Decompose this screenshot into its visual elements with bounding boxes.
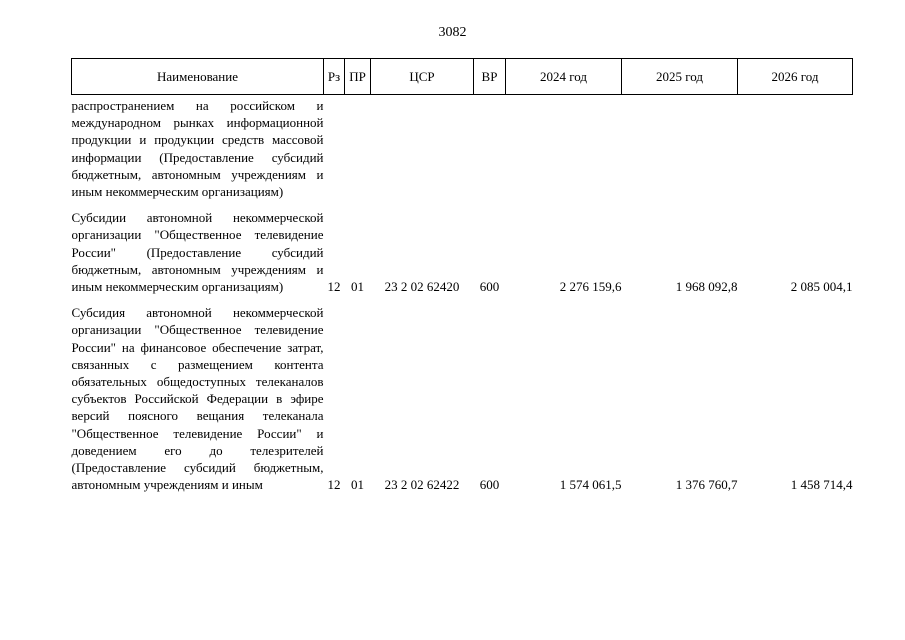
row-vr: 600	[479, 477, 500, 493]
row-2026: 1 458 714,4	[790, 477, 853, 493]
budget-table	[71, 58, 853, 493]
row-2024	[506, 95, 622, 201]
page-number: 3082	[438, 25, 467, 40]
row-rz: 12	[327, 477, 341, 493]
row-2025	[622, 95, 738, 201]
header-name: Наименование	[72, 59, 324, 95]
row-vr	[474, 95, 506, 201]
row-spacer	[72, 295, 853, 304]
table-row	[72, 95, 853, 201]
row-csr: 23 2 02 62422	[384, 477, 460, 493]
row-pr: 01	[351, 279, 364, 295]
row-2024: 1 574 061,5	[559, 477, 622, 493]
row-name: Субсидия автономной некоммерческой организации "Общественное телевидение России" на финансовое обеспечение затрат, связанных с размещением контента обязательных общедоступных телеканалов субъектов Российской Федерации в эфире версий поясного вещания телеканала "Общественное телевидение России" и доведением его до телезрителей (Предоставление субсидий бюджетным, автономным учреждениям и иным	[71, 305, 324, 493]
row-name: распространением на российском и международном рынках информационной продукции и продукции средств массовой информации (Предоставление субсидий бюджетным, автономным учреждениям и иным некоммерческим организациям)	[71, 98, 324, 200]
row-spacer	[72, 200, 853, 209]
header-2024: 2024 год	[506, 59, 622, 95]
row-csr: 23 2 02 62420	[384, 279, 460, 295]
row-pr: 01	[351, 477, 364, 493]
row-vr: 600	[479, 279, 500, 295]
row-2024: 2 276 159,6	[559, 279, 622, 295]
header-csr: ЦСР	[371, 59, 474, 95]
header-vr: ВР	[474, 59, 506, 95]
table-row	[72, 209, 853, 295]
header-pr: ПР	[345, 59, 371, 95]
header-row	[72, 59, 853, 95]
row-name: Субсидии автономной некоммерческой организации "Общественное телевидение России" (Предоставление субсидий бюджетным, автономным учреждениям и иным некоммерческим организациям)	[71, 210, 324, 295]
table-row	[72, 304, 853, 493]
header-2025: 2025 год	[622, 59, 738, 95]
row-2025: 1 968 092,8	[675, 279, 738, 295]
row-2026: 2 085 004,1	[790, 279, 853, 295]
header-rz: Рз	[324, 59, 345, 95]
row-pr	[345, 95, 371, 201]
row-rz: 12	[327, 279, 341, 295]
row-rz	[324, 95, 345, 201]
row-2026	[738, 95, 853, 201]
header-2026: 2026 год	[738, 59, 853, 95]
row-2025: 1 376 760,7	[675, 477, 738, 493]
row-csr	[371, 95, 474, 201]
